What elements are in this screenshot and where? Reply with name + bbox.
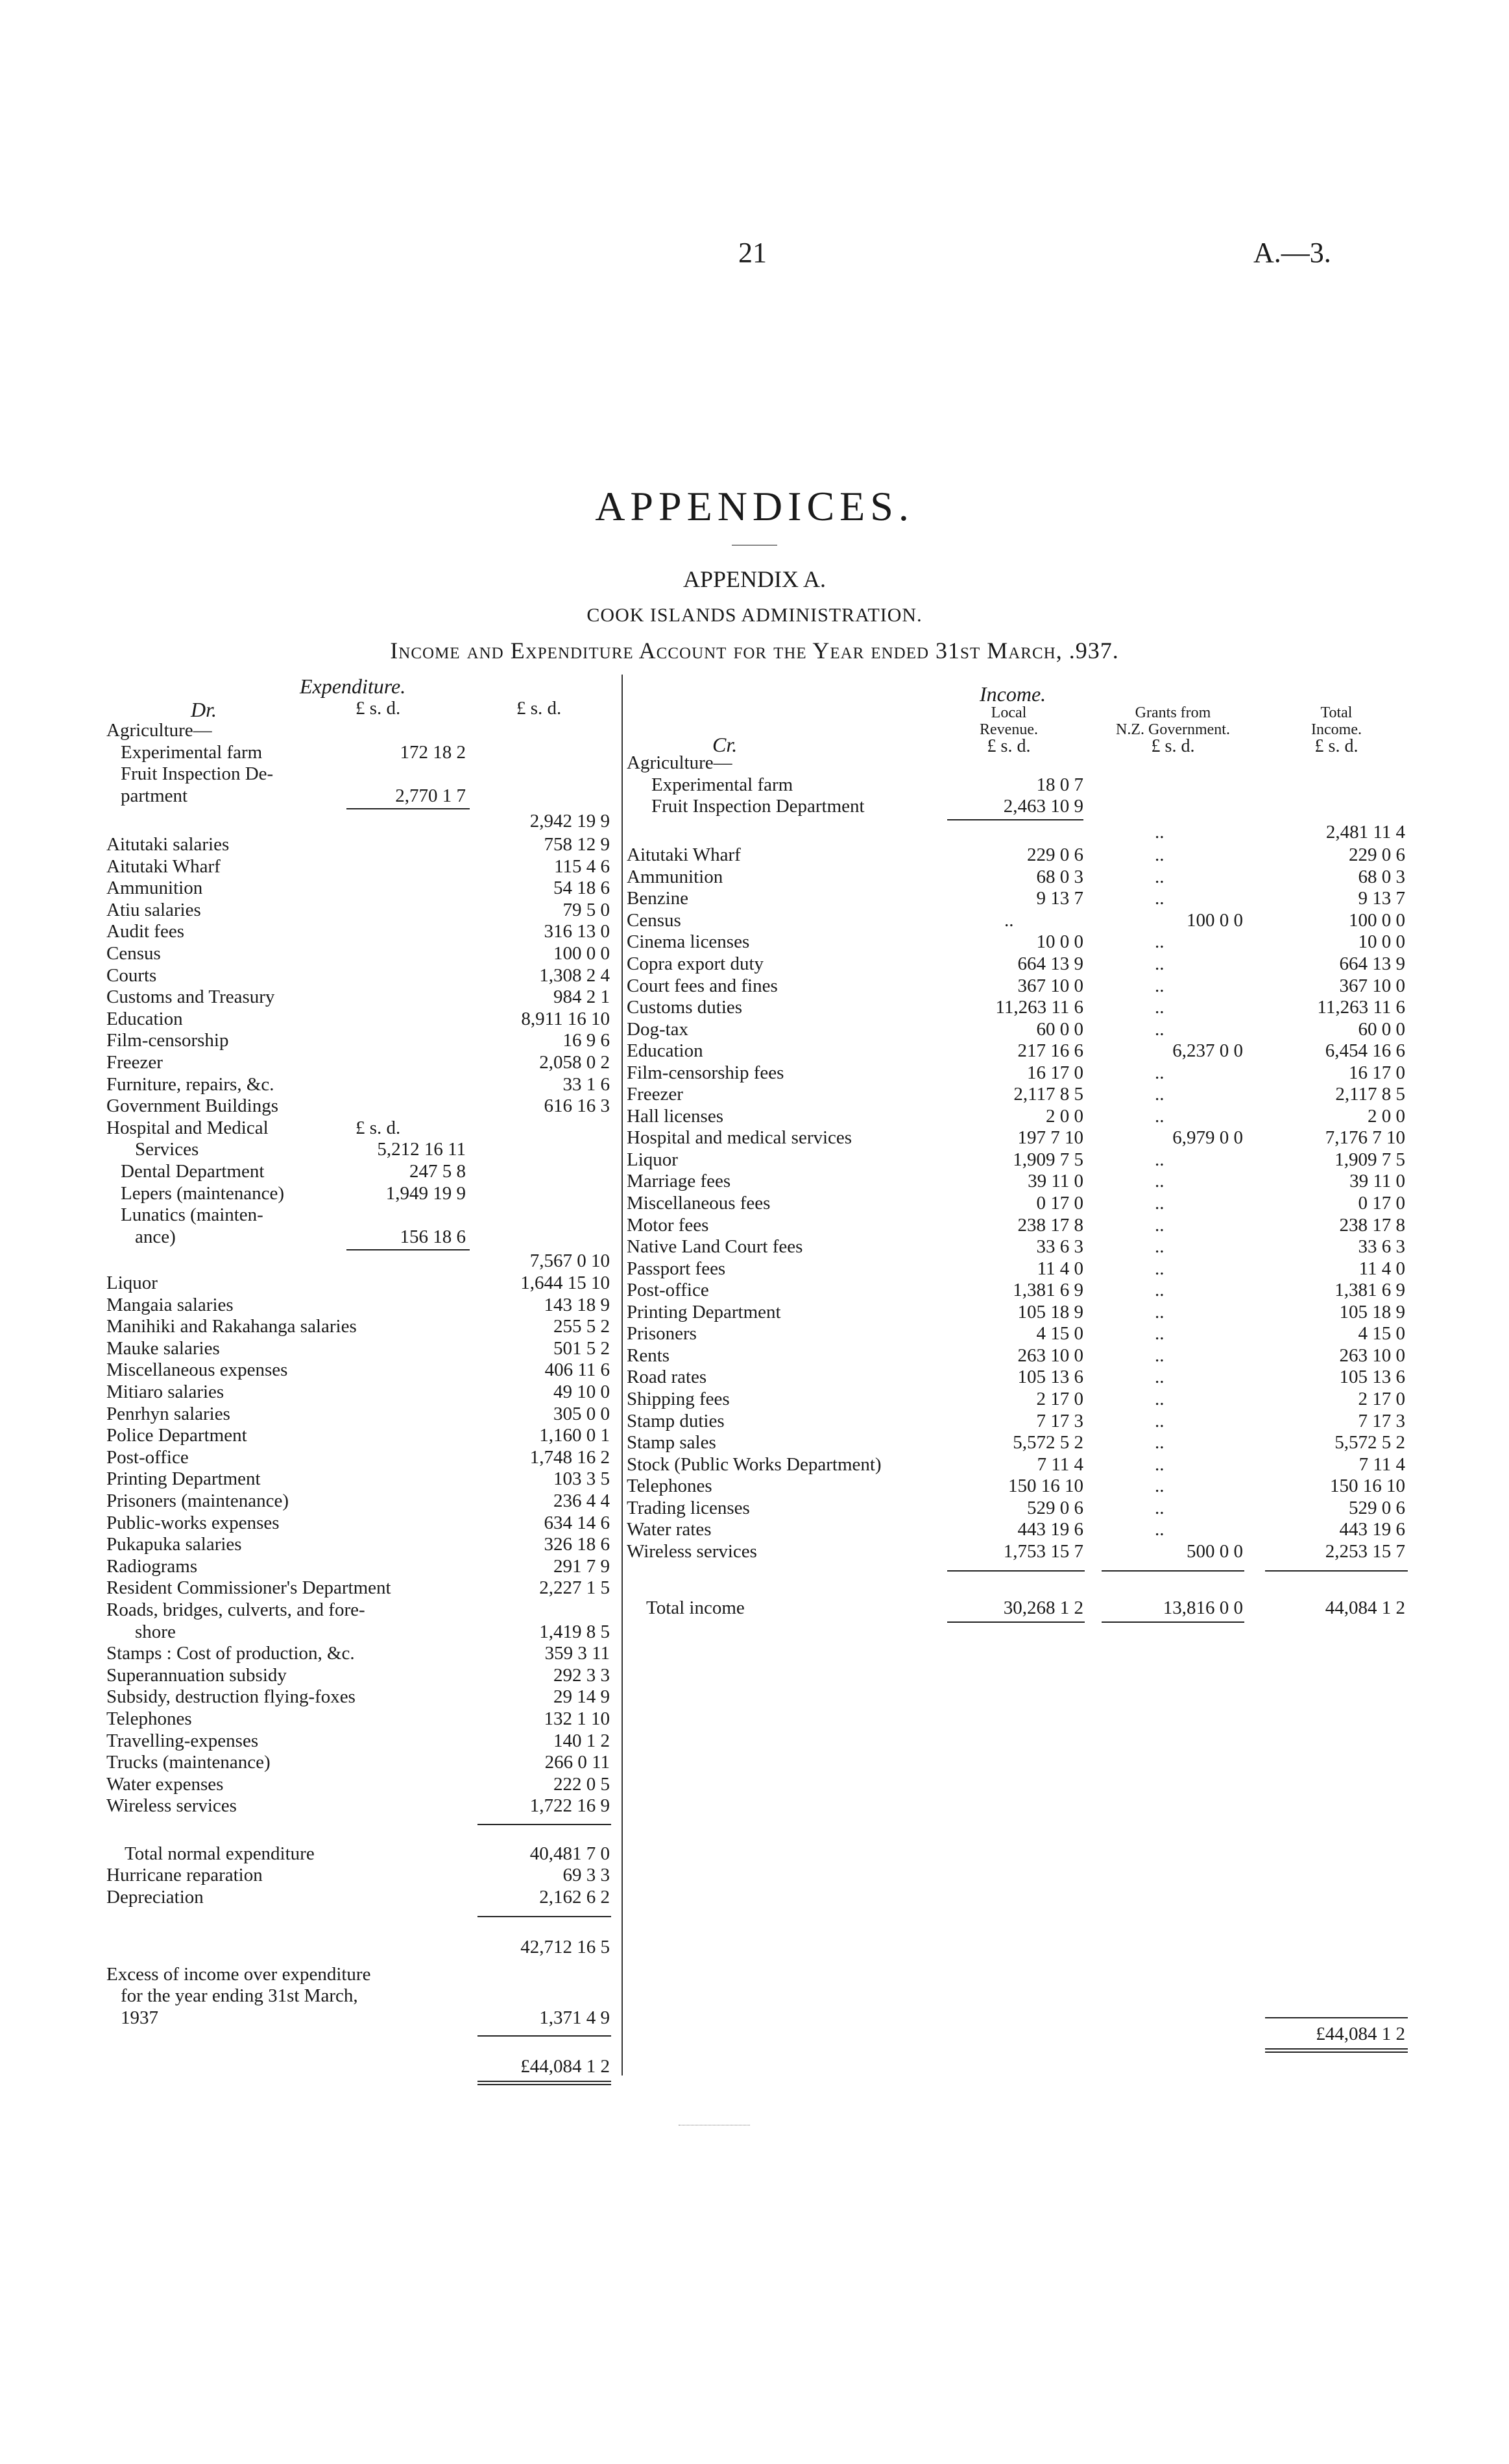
income-item-grants: .. — [1155, 1171, 1165, 1192]
hurricane-label: Hurricane reparation — [106, 1865, 263, 1886]
income-agriculture-grants: .. — [1155, 821, 1165, 843]
total-income-local: 30,268 1 2 — [1003, 1597, 1083, 1618]
expenditure-item-label: Prisoners (maintenance) — [106, 1490, 289, 1511]
expenditure-item-label: Ammunition — [106, 878, 203, 899]
account-title: Income and Expenditure Account for the Year ended 31st March, .937. — [390, 638, 1119, 664]
expenditure-item-amount: 132 1 10 — [544, 1708, 610, 1729]
expenditure-item-amount: 222 0 5 — [553, 1773, 610, 1795]
expenditure-item-amount: 501 5 2 — [553, 1337, 610, 1359]
expenditure-item-label: Courts — [106, 964, 157, 986]
total-income-grants: 13,816 0 0 — [1163, 1597, 1243, 1618]
expenditure-item-label: Atiu salaries — [106, 899, 201, 920]
expenditure-item-amount: 1,722 16 9 — [529, 1795, 610, 1817]
total-income-total-rule — [1265, 1570, 1408, 1572]
income-item-local: 1,753 15 7 — [1003, 1540, 1083, 1562]
expenditure-item-label: Manihiki and Rakahanga salaries — [106, 1316, 357, 1337]
income-item-total: 263 10 0 — [1339, 1345, 1405, 1366]
income-item-total: 105 13 6 — [1339, 1367, 1405, 1388]
expenditure-item-label: Post-office — [106, 1446, 189, 1468]
income-item-total: 229 0 6 — [1349, 844, 1405, 866]
income-item-label: Post-office — [627, 1280, 709, 1301]
income-item-label: Wireless services — [627, 1540, 757, 1562]
expenditure-item-label: Resident Commissioner's Department — [106, 1577, 391, 1599]
total-income-total: 44,084 1 2 — [1325, 1597, 1405, 1618]
expenditure-heading: Expenditure. — [300, 675, 406, 698]
income-item-grants: .. — [1155, 1193, 1165, 1214]
income-grand-total-double-rule-2 — [1265, 2051, 1408, 2053]
dental-amount: 247 5 8 — [409, 1161, 466, 1182]
page-number: 21 — [738, 237, 767, 269]
income-item-grants: .. — [1155, 1497, 1165, 1518]
income-item-label: Education — [627, 1040, 703, 1062]
excess-label: Excess of income over expenditure — [106, 1963, 371, 1985]
income-item-local: 1,381 6 9 — [1013, 1280, 1083, 1301]
income-item-label: Benzine — [627, 888, 689, 909]
income-agriculture-local: 2,463 10 9 — [1003, 796, 1083, 817]
income-item-local: 0 17 0 — [1036, 1193, 1083, 1214]
grand-total-rule — [477, 2035, 611, 2037]
expenditure-item-label: Freezer — [106, 1052, 163, 1073]
roads-amount: 1,419 8 5 — [539, 1621, 610, 1642]
income-item-total: 2 0 0 — [1368, 1105, 1405, 1127]
total-income-header — [1272, 704, 1401, 755]
income-item-total: 529 0 6 — [1349, 1497, 1405, 1518]
income-item-local: 4 15 0 — [1036, 1323, 1083, 1345]
income-item-total: 0 17 0 — [1358, 1193, 1405, 1214]
administration-title: COOK ISLANDS ADMINISTRATION. — [586, 604, 923, 626]
income-agriculture-label: Experimental farm — [651, 774, 793, 795]
hospital-total: 7,567 0 10 — [529, 1250, 610, 1272]
expenditure-item-amount: 79 5 0 — [562, 899, 610, 920]
expenditure-item-amount: 1,160 0 1 — [539, 1425, 610, 1446]
total-income-header-line2: Income. — [1311, 721, 1362, 738]
expenditure-item-label: Aitutaki Wharf — [106, 855, 221, 877]
total-normal-expenditure-amount: 40,481 7 0 — [529, 1843, 610, 1864]
expenditure-item-label: Mangaia salaries — [106, 1294, 234, 1315]
income-item-local: 150 16 10 — [1008, 1476, 1083, 1497]
expenditure-item-amount: 326 18 6 — [544, 1534, 610, 1555]
income-item-local: 7 17 3 — [1036, 1410, 1083, 1431]
total-income-header-line1: Total — [1320, 704, 1353, 721]
expenditure-item-label: Government Buildings — [106, 1095, 279, 1117]
grants-units: £ s. d. — [1151, 736, 1195, 756]
expenditure-item-amount: 255 5 2 — [553, 1316, 610, 1337]
income-item-label: Shipping fees — [627, 1388, 730, 1409]
cr-label: Cr. — [712, 733, 738, 756]
expenditure-item-label: Mauke salaries — [106, 1337, 220, 1359]
expenditure-item-label: Liquor — [106, 1273, 158, 1293]
expenditure-item-label: Travelling-expenses — [106, 1730, 259, 1751]
expenditure-item-label: Trucks (maintenance) — [106, 1752, 271, 1773]
income-item-local: 1,909 7 5 — [1013, 1149, 1083, 1170]
expenditure-item-amount: 291 7 9 — [553, 1555, 610, 1577]
income-item-label: Stamp sales — [627, 1432, 716, 1453]
income-item-grants: 500 0 0 — [1187, 1540, 1243, 1562]
income-item-total: 68 0 3 — [1358, 866, 1405, 887]
income-item-local: 11 4 0 — [1037, 1258, 1083, 1279]
expenditure-agriculture-amount: 2,770 1 7 — [395, 785, 466, 806]
income-item-label: Freezer — [627, 1084, 683, 1105]
grants-header-line2: N.Z. Government. — [1116, 721, 1230, 738]
expenditure-item-amount: 115 4 6 — [554, 855, 610, 877]
income-item-total: 9 13 7 — [1358, 888, 1405, 909]
expenditure-item-label: Film-censorship — [106, 1030, 229, 1051]
expenditure-agriculture-label: partment — [121, 785, 188, 806]
income-item-local: 2 0 0 — [1046, 1105, 1083, 1127]
income-item-grants: .. — [1155, 1432, 1165, 1453]
total-income-units: £ s. d. — [1314, 736, 1358, 756]
local-revenue-units: £ s. d. — [987, 736, 1031, 756]
income-item-label: Stamp duties — [627, 1410, 725, 1431]
income-item-label: Native Land Court fees — [627, 1236, 803, 1258]
income-item-grants: .. — [1155, 975, 1165, 996]
expenditure-item-label: Pukapuka salaries — [106, 1534, 242, 1555]
normal-expenditure-rule — [477, 1824, 611, 1825]
income-item-local: 60 0 0 — [1036, 1018, 1083, 1040]
income-item-label: Prisoners — [627, 1323, 697, 1345]
income-item-label: Copra export duty — [627, 953, 764, 974]
income-agriculture-total: 2,481 11 4 — [1325, 821, 1405, 843]
document-reference: A.—3. — [1253, 237, 1331, 269]
income-item-total: 1,381 6 9 — [1334, 1280, 1405, 1301]
agriculture-total: 2,942 19 9 — [529, 811, 610, 832]
income-item-local: 2 17 0 — [1036, 1388, 1083, 1409]
income-item-total: 1,909 7 5 — [1334, 1149, 1405, 1170]
expenditure-col2-heading: £ s. d. — [516, 698, 562, 719]
expenditure-item-label: Telephones — [106, 1708, 192, 1729]
expenditure-item-amount: 103 3 5 — [553, 1468, 610, 1490]
income-item-label: Water rates — [627, 1519, 712, 1540]
expenditure-item-amount: 984 2 1 — [553, 987, 610, 1008]
expenditure-item-amount: 1,308 2 4 — [539, 964, 610, 986]
income-item-grants: 6,979 0 0 — [1172, 1127, 1243, 1149]
depreciation-amount: 2,162 6 2 — [539, 1886, 610, 1908]
income-item-local: 9 13 7 — [1036, 888, 1083, 909]
expenditure-item-amount: 406 11 6 — [544, 1359, 610, 1381]
income-item-grants: .. — [1155, 1367, 1165, 1388]
expenditure-item-amount: 236 4 4 — [553, 1490, 610, 1511]
expenditure-item-amount: 33 1 6 — [562, 1073, 610, 1095]
total-income-local-rule — [947, 1570, 1085, 1572]
income-item-total: 10 0 0 — [1358, 931, 1405, 953]
income-item-local: 664 13 9 — [1017, 953, 1083, 974]
income-item-grants: .. — [1155, 866, 1165, 887]
income-item-label: Marriage fees — [627, 1171, 731, 1192]
income-item-grants: .. — [1155, 1280, 1165, 1301]
income-item-label: Stock (Public Works Department) — [627, 1453, 882, 1475]
income-item-label: Aitutaki Wharf — [627, 844, 741, 866]
expenditure-item-label: Customs and Treasury — [106, 987, 275, 1008]
expenditure-item-label: Printing Department — [106, 1468, 261, 1490]
income-item-total: 2,117 8 5 — [1335, 1084, 1405, 1105]
income-item-grants: .. — [1155, 1018, 1165, 1040]
expenditure-item-amount: 143 18 9 — [544, 1294, 610, 1315]
income-item-local: 105 13 6 — [1017, 1367, 1083, 1388]
income-item-total: 16 17 0 — [1349, 1062, 1405, 1083]
income-item-label: Motor fees — [627, 1214, 709, 1236]
column-divider — [622, 675, 623, 2075]
income-item-local: 68 0 3 — [1036, 866, 1083, 887]
income-item-grants: .. — [1155, 1323, 1165, 1345]
income-item-local: 229 0 6 — [1027, 844, 1083, 866]
income-item-grants: .. — [1155, 1062, 1165, 1083]
income-item-label: Court fees and fines — [627, 975, 778, 996]
income-item-local: 263 10 0 — [1017, 1345, 1083, 1366]
income-item-total: 443 19 6 — [1339, 1519, 1405, 1540]
subtotal-rule — [477, 1916, 611, 1917]
income-agriculture-local: 18 0 7 — [1036, 774, 1083, 795]
income-item-label: Miscellaneous fees — [627, 1193, 771, 1214]
income-item-local: 443 19 6 — [1017, 1519, 1083, 1540]
income-item-label: Hall licenses — [627, 1105, 723, 1127]
total-income-grants-rule — [1102, 1570, 1244, 1572]
income-item-grants: .. — [1155, 1519, 1165, 1540]
expenditure-subtotal: 42,712 16 5 — [520, 1937, 610, 1957]
income-item-total: 11,263 11 6 — [1317, 997, 1405, 1018]
income-item-grants: .. — [1155, 844, 1165, 866]
income-item-local: 105 18 9 — [1017, 1301, 1083, 1322]
income-item-grants: 6,237 0 0 — [1172, 1040, 1243, 1062]
expenditure-item-amount: 49 10 0 — [553, 1382, 610, 1402]
income-item-local: 39 11 0 — [1028, 1171, 1083, 1192]
income-item-total: 7 11 4 — [1358, 1453, 1405, 1475]
income-item-grants: .. — [1155, 1301, 1165, 1322]
income-item-grants: .. — [1155, 953, 1165, 974]
excess-amount: 1,371 4 9 — [539, 2007, 610, 2028]
income-item-total: 2 17 0 — [1358, 1388, 1405, 1409]
income-item-grants: .. — [1155, 1345, 1165, 1366]
expenditure-item-label: Education — [106, 1008, 183, 1029]
expenditure-item-amount: 359 3 11 — [544, 1643, 610, 1664]
lepers-label: Lepers (maintenance) — [121, 1182, 284, 1204]
expenditure-item-amount: 1,644 15 10 — [520, 1273, 610, 1293]
income-item-grants: .. — [1155, 997, 1165, 1018]
income-item-label: Census — [627, 909, 681, 931]
income-agriculture-rule — [947, 819, 1083, 820]
expenditure-agriculture-amount: 172 18 2 — [400, 741, 466, 763]
expenditure-item-label: Public-works expenses — [106, 1512, 280, 1533]
income-item-label: Liquor — [627, 1149, 678, 1170]
income-item-local: 10 0 0 — [1036, 931, 1083, 953]
dr-label: Dr. — [191, 698, 217, 721]
income-item-total: 60 0 0 — [1358, 1018, 1405, 1040]
income-item-label: Rents — [627, 1345, 670, 1366]
expenditure-item-amount: 266 0 11 — [544, 1752, 610, 1773]
expenditure-item-amount: 1,748 16 2 — [529, 1446, 610, 1468]
total-normal-expenditure-label: Total normal expenditure — [125, 1843, 315, 1864]
expenditure-item-amount: 2,058 0 2 — [539, 1052, 610, 1073]
excess-label-year: 1937 — [121, 2007, 158, 2028]
income-agriculture-label: Fruit Inspection Department — [651, 796, 865, 817]
income-item-total: 238 17 8 — [1339, 1214, 1405, 1236]
income-item-label: Customs duties — [627, 997, 743, 1018]
income-item-grants: .. — [1155, 1236, 1165, 1258]
income-item-label: Road rates — [627, 1367, 707, 1388]
expenditure-item-label: Audit fees — [106, 921, 184, 942]
expenditure-item-label: Wireless services — [106, 1795, 237, 1817]
expenditure-item-amount: 8,911 16 10 — [521, 1008, 610, 1029]
agriculture-subtotal-rule — [346, 808, 470, 809]
income-item-total: 11 4 0 — [1358, 1258, 1405, 1279]
expenditure-item-amount: 758 12 9 — [544, 834, 610, 855]
income-item-label: Ammunition — [627, 866, 723, 887]
income-item-grants: .. — [1155, 931, 1165, 953]
total-income-grants-underline — [1102, 1621, 1244, 1623]
grand-total-double-rule-1 — [477, 2081, 611, 2082]
hospital-label-services: Services — [135, 1139, 199, 1160]
income-item-grants: .. — [1155, 1410, 1165, 1431]
expenditure-item-label: Police Department — [106, 1425, 247, 1446]
income-item-local: 5,572 5 2 — [1013, 1432, 1083, 1453]
hospital-label: Hospital and Medical — [106, 1117, 269, 1138]
dental-label: Dental Department — [121, 1161, 265, 1182]
income-item-total: 2,253 15 7 — [1325, 1540, 1405, 1562]
income-item-total: 100 0 0 — [1349, 909, 1405, 931]
local-revenue-header-line2: Revenue. — [980, 721, 1038, 738]
expenditure-item-amount: 616 16 3 — [544, 1095, 610, 1117]
income-item-local: 238 17 8 — [1017, 1214, 1083, 1236]
expenditure-item-amount: 16 9 6 — [562, 1030, 610, 1051]
hospital-col-heading: £ s. d. — [356, 1117, 401, 1138]
income-item-total: 150 16 10 — [1330, 1476, 1405, 1497]
hospital-services-amount: 5,212 16 11 — [377, 1139, 466, 1160]
income-item-local: 529 0 6 — [1027, 1497, 1083, 1518]
income-item-grants: .. — [1155, 1476, 1165, 1497]
income-item-local: 217 16 6 — [1017, 1040, 1083, 1062]
income-item-grants: .. — [1155, 1149, 1165, 1170]
expenditure-item-label: Water expenses — [106, 1773, 224, 1795]
hospital-subtotal-rule — [346, 1249, 470, 1250]
expenditure-item-amount: 100 0 0 — [553, 943, 610, 964]
total-income-label: Total income — [646, 1597, 745, 1618]
expenditure-item-label: Aitutaki salaries — [106, 834, 230, 855]
expenditure-item-amount: 54 18 6 — [553, 878, 610, 899]
income-item-local: 11,263 11 6 — [995, 997, 1083, 1018]
income-item-grants: .. — [1155, 1214, 1165, 1236]
income-item-total: 105 18 9 — [1339, 1301, 1405, 1322]
depreciation-label: Depreciation — [106, 1886, 204, 1908]
expenditure-item-amount: 292 3 3 — [553, 1664, 610, 1686]
lunatics-label: Lunatics (mainten- — [121, 1204, 263, 1226]
income-item-total: 7 17 3 — [1358, 1410, 1405, 1431]
agriculture-heading: Agriculture— — [106, 720, 212, 741]
expenditure-item-label: Mitiaro salaries — [106, 1382, 224, 1402]
expenditure-item-label: Superannuation subsidy — [106, 1664, 287, 1686]
income-item-label: Trading licenses — [627, 1497, 750, 1518]
expenditure-item-label: Miscellaneous expenses — [106, 1359, 288, 1381]
income-item-total: 367 10 0 — [1339, 975, 1405, 996]
income-item-grants: .. — [1155, 1258, 1165, 1279]
hurricane-amount: 69 3 3 — [562, 1865, 610, 1886]
income-item-label: Telephones — [627, 1476, 712, 1497]
income-item-total: 4 15 0 — [1358, 1323, 1405, 1345]
local-revenue-header — [954, 704, 1064, 755]
expenditure-item-amount: 140 1 2 — [553, 1730, 610, 1751]
income-item-local: 7 11 4 — [1037, 1453, 1083, 1475]
expenditure-item-label: Penrhyn salaries — [106, 1403, 230, 1424]
income-grand-total: £44,084 1 2 — [1316, 2024, 1405, 2044]
income-item-total: 5,572 5 2 — [1334, 1432, 1405, 1453]
income-item-local: 16 17 0 — [1027, 1062, 1083, 1083]
expenditure-item-amount: 316 13 0 — [544, 921, 610, 942]
income-item-local: 2,117 8 5 — [1013, 1084, 1083, 1105]
income-item-label: Hospital and medical services — [627, 1127, 852, 1149]
income-grand-total-double-rule-1 — [1265, 2048, 1408, 2050]
income-grand-total-rule — [1265, 2017, 1408, 2018]
appendix-title: APPENDIX A. — [682, 566, 827, 592]
income-item-label: Passport fees — [627, 1258, 726, 1279]
expenditure-item-label: Census — [106, 943, 161, 964]
lunatics-amount: 156 18 6 — [400, 1226, 466, 1247]
income-item-total: 39 11 0 — [1349, 1171, 1405, 1192]
income-item-total: 33 6 3 — [1358, 1236, 1405, 1258]
roads-label-cont: shore — [135, 1621, 176, 1642]
expenditure-item-label: Subsidy, destruction flying-foxes — [106, 1686, 356, 1708]
expenditure-agriculture-label: Experimental farm — [121, 741, 263, 763]
roads-label: Roads, bridges, culverts, and fore- — [106, 1599, 365, 1620]
income-item-label: Dog-tax — [627, 1018, 689, 1040]
excess-label-cont: for the year ending 31st March, — [121, 1985, 358, 2007]
lepers-amount: 1,949 19 9 — [385, 1182, 466, 1204]
expenditure-item-label: Radiograms — [106, 1555, 198, 1577]
income-agriculture-heading: Agriculture— — [627, 752, 732, 773]
expenditure-col1-heading: £ s. d. — [356, 698, 401, 719]
expenditure-item-amount: 2,227 1 5 — [539, 1577, 610, 1599]
income-item-total: 7,176 7 10 — [1325, 1127, 1405, 1149]
income-item-total: 664 13 9 — [1339, 953, 1405, 974]
income-item-grants: .. — [1155, 1453, 1165, 1475]
income-item-grants: 100 0 0 — [1187, 909, 1243, 931]
income-item-grants: .. — [1155, 1084, 1165, 1105]
income-item-label: Printing Department — [627, 1301, 781, 1322]
income-item-local: 367 10 0 — [1017, 975, 1083, 996]
grants-header-line1: Grants from — [1135, 704, 1211, 721]
local-revenue-header-line1: Local — [991, 704, 1027, 721]
income-item-grants: .. — [1155, 1388, 1165, 1409]
grants-header — [1102, 704, 1244, 755]
income-item-grants: .. — [1155, 1105, 1165, 1127]
expenditure-item-amount: 634 14 6 — [544, 1512, 610, 1533]
expenditure-grand-total: £44,084 1 2 — [520, 2056, 610, 2077]
income-item-total: 6,454 16 6 — [1325, 1040, 1405, 1062]
expenditure-item-amount: 305 0 0 — [553, 1403, 610, 1424]
income-item-local: .. — [1004, 909, 1014, 931]
expenditure-agriculture-label: Fruit Inspection De- — [121, 763, 274, 785]
income-item-grants: .. — [1155, 888, 1165, 909]
total-income-local-underline — [947, 1621, 1085, 1623]
grand-total-double-rule-2 — [477, 2084, 611, 2085]
expenditure-item-label: Furniture, repairs, &c. — [106, 1073, 274, 1095]
lunatics-label-cont: ance) — [135, 1226, 176, 1247]
income-item-local: 33 6 3 — [1036, 1236, 1083, 1258]
expenditure-item-amount: 29 14 9 — [553, 1686, 610, 1708]
expenditure-item-label: Stamps : Cost of production, &c. — [106, 1643, 355, 1664]
income-item-label: Cinema licenses — [627, 931, 750, 953]
income-item-label: Film-censorship fees — [627, 1062, 784, 1083]
main-title: APPENDICES. — [595, 483, 914, 529]
income-heading: Income. — [980, 682, 1046, 706]
income-item-local: 197 7 10 — [1017, 1127, 1083, 1149]
